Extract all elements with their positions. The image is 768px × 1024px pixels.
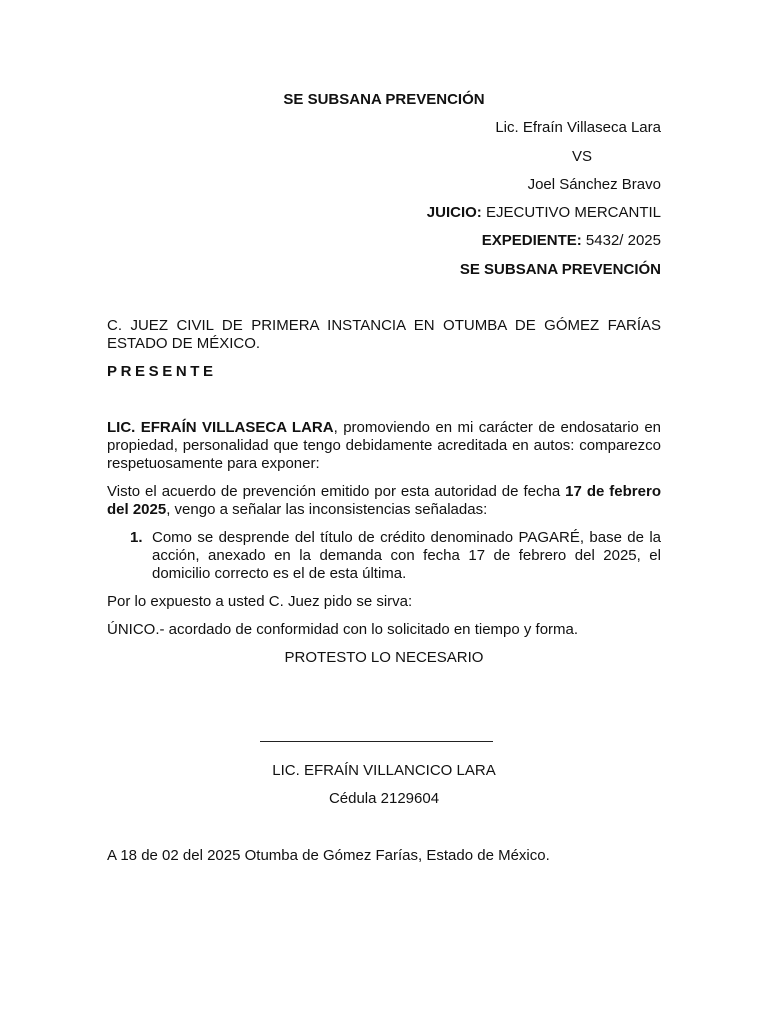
addressee-line: C. JUEZ CIVIL DE PRIMERA INSTANCIA EN OTUMBA DE GÓMEZ FARÍAS ESTADO DE MÉXICO. — [107, 317, 661, 352]
expediente-label: EXPEDIENTE: — [481, 232, 582, 249]
request-line: Por lo expuesto a usted C. Juez pido se sirva: — [107, 593, 413, 610]
expediente-line — [107, 232, 661, 250]
signature-cedula: Cédula 2129604 — [328, 790, 440, 807]
intro-paragraph — [107, 419, 661, 473]
signature-line — [260, 741, 493, 742]
intro-text: , promoviendo en mi carácter de endosatario en propiedad, personalidad que tengo debidamente acreditada en autos: comparezco respetuosamente para exponer: — [107, 419, 662, 472]
expediente-value: 5432/ 2025 — [581, 232, 661, 249]
juicio-value: EJECUTIVO MERCANTIL — [481, 204, 661, 221]
place-date-line: A 18 de 02 del 2025 Otumba de Gómez Farías, Estado de México. — [107, 847, 550, 864]
juicio-label: JUICIO: — [426, 204, 482, 221]
party-defendant: Joel Sánchez Bravo — [527, 176, 661, 193]
unico-line: ÚNICO.- acordado de conformidad con lo solicitado en tiempo y forma. — [107, 621, 579, 638]
protesto-line: PROTESTO LO NECESARIO — [284, 649, 484, 666]
visto-date: 17 de febrero del 2025 — [107, 483, 661, 518]
visto-text-pre: Visto el acuerdo de prevención emitido por esta autoridad de fecha — [107, 483, 566, 500]
visto-text-post: , vengo a señalar las inconsistencias señaladas: — [166, 501, 488, 518]
list-item-number: 1. — [130, 529, 143, 546]
versus-label: VS — [572, 148, 593, 165]
presente-heading: PRESENTE — [107, 363, 217, 380]
document-subtitle: SE SUBSANA PREVENCIÓN — [459, 261, 661, 278]
visto-paragraph — [107, 483, 661, 519]
juicio-line — [107, 204, 661, 222]
promovente-name: LIC. EFRAÍN VILLASECA LARA — [107, 419, 334, 436]
signature-name: LIC. EFRAÍN VILLANCICO LARA — [272, 762, 496, 779]
document-title: SE SUBSANA PREVENCIÓN — [283, 91, 485, 108]
list-item-text: Como se desprende del título de crédito denominado PAGARÉ, base de la acción, anexado en la demanda con fecha 17 de febrero del 2025, el domicilio correcto es el de esta última. — [152, 529, 661, 582]
party-plaintiff: Lic. Efraín Villaseca Lara — [495, 119, 661, 136]
